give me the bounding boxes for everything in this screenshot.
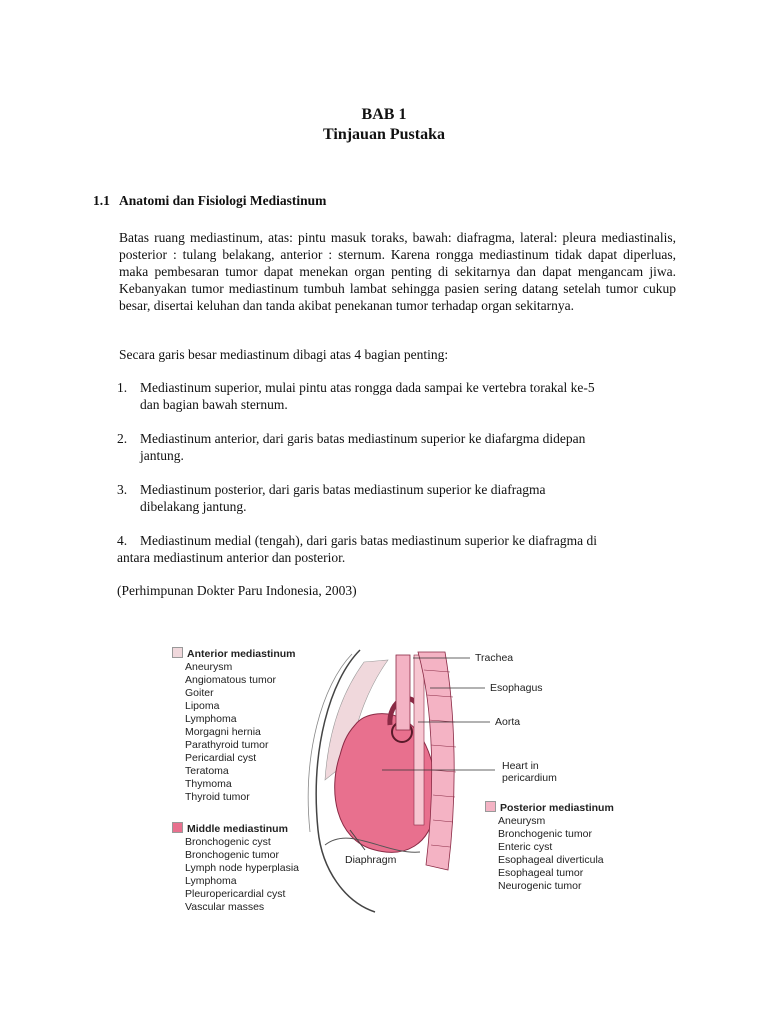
- list-item: Aneurysm: [498, 815, 546, 827]
- section-number: 1.1: [93, 193, 110, 208]
- list-item: Thymoma: [185, 778, 232, 790]
- list-item: Pericardial cyst: [185, 752, 257, 764]
- list-item: Goiter: [185, 687, 214, 699]
- chapter-heading: BAB 1: [361, 106, 407, 123]
- posterior-color-swatch: [485, 801, 496, 812]
- list-item: [117, 532, 677, 566]
- anterior-color-swatch: [172, 647, 183, 658]
- list-item: [117, 430, 677, 464]
- list-item: [117, 481, 677, 515]
- list-item: Esophageal diverticula: [498, 854, 604, 866]
- list-text-line1: Mediastinum anterior, dari garis batas mediastinum superior ke diafargma didepan: [140, 431, 586, 446]
- list-item: Thyroid tumor: [185, 791, 250, 803]
- list-text-line1: Mediastinum medial (tengah), dari garis batas mediastinum superior ke diafragma di: [140, 533, 597, 548]
- list-item: Lymphoma: [185, 875, 237, 887]
- section-title: Anatomi dan Fisiologi Mediastinum: [119, 193, 327, 208]
- division-paragraph: Secara garis besar mediastinum dibagi atas 4 bagian penting:: [119, 347, 449, 362]
- aorta-label: Aorta: [495, 716, 521, 728]
- middle-color-swatch: [172, 822, 183, 833]
- list-item: Esophageal tumor: [498, 867, 584, 879]
- list-text-line1: Mediastinum superior, mulai pintu atas rongga dada sampai ke vertebra torakal ke-5: [140, 380, 595, 395]
- list-number: 3.: [117, 482, 128, 497]
- chapter-subheading: Tinjauan Pustaka: [323, 126, 445, 143]
- list-text-line1: Mediastinum posterior, dari garis batas mediastinum superior ke diafragma: [140, 482, 546, 497]
- intro-paragraph: Batas ruang mediastinum, atas: pintu masuk toraks, bawah: diafragma, lateral: pleura mediastinalis, posterior : tulang belakang, anterior : sternum. Karena rongga mediastinum tidak dapat diperluas, maka pembesaran tumor dapat menekan organ penting di sekitarnya dan dapat mengancam jiwa. Kebanyakan tumor mediastinum tumbuh lambat sehingga pasien sering datang setelah tumor cukup besar, disertai keluhan dan tanda akibat penekanan tumor terhadap organ sekitarnya.: [119, 230, 676, 313]
- list-number: 1.: [117, 380, 128, 395]
- heart-label-line1: Heart in: [502, 760, 539, 772]
- mediastinum-figure: [150, 640, 630, 915]
- list-item: Aneurysm: [185, 661, 233, 673]
- posterior-title: Posterior mediastinum: [500, 802, 614, 814]
- heart-label-line2: pericardium: [502, 772, 557, 784]
- anterior-title: Anterior mediastinum: [187, 648, 296, 660]
- list-number: 2.: [117, 431, 128, 446]
- list-text-line2: dan bagian bawah sternum.: [140, 397, 288, 412]
- list-item: Bronchogenic tumor: [185, 849, 279, 861]
- heart-label: [502, 760, 557, 784]
- list-item: Bronchogenic tumor: [498, 828, 592, 840]
- list-item: Angiomatous tumor: [185, 674, 277, 686]
- posterior-legend: [485, 801, 614, 893]
- list-number: 4.: [117, 533, 128, 548]
- esophagus-label: Esophagus: [490, 682, 543, 694]
- list-text-line2: jantung.: [140, 448, 184, 463]
- list-item: Vascular masses: [185, 901, 265, 913]
- list-item: Neurogenic tumor: [498, 880, 582, 892]
- list-item: Enteric cyst: [498, 841, 553, 853]
- diaphragm-label: Diaphragm: [345, 854, 397, 866]
- trachea-label: Trachea: [475, 652, 514, 664]
- anterior-legend: [172, 647, 296, 804]
- middle-title: Middle mediastinum: [187, 823, 288, 835]
- list-item: Pleuropericardial cyst: [185, 888, 286, 900]
- list-item: Teratoma: [185, 765, 229, 777]
- list-item: Parathyroid tumor: [185, 739, 269, 751]
- citation: (Perhimpunan Dokter Paru Indonesia, 2003): [117, 583, 357, 598]
- list-item: Lipoma: [185, 700, 220, 712]
- list-item: Bronchogenic cyst: [185, 836, 271, 848]
- list-text-line2: dibelakang jantung.: [140, 499, 247, 514]
- list-item: Morgagni hernia: [185, 726, 261, 738]
- middle-legend: [172, 822, 299, 914]
- list-item: [117, 379, 677, 413]
- list-item: Lymph node hyperplasia: [185, 862, 300, 874]
- list-item: Lymphoma: [185, 713, 237, 725]
- list-text-line2: antara mediastinum anterior dan posterior.: [117, 550, 346, 565]
- section-heading: [93, 193, 326, 209]
